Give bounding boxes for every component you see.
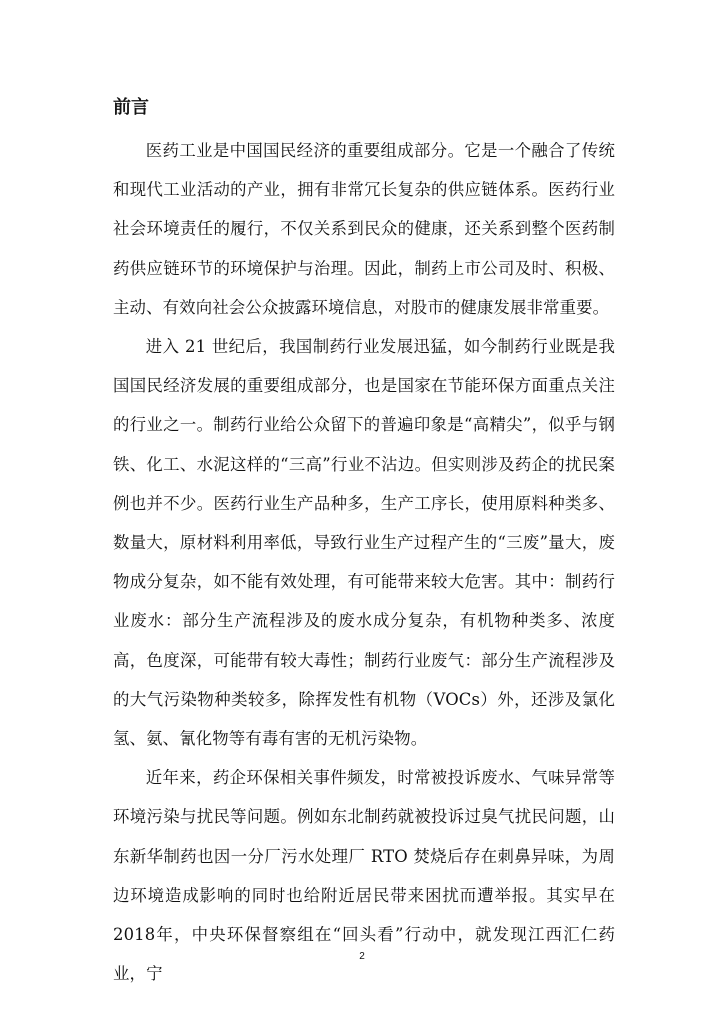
paragraph: 进入 21 世纪后，我国制药行业发展迅猛，如今制药行业既是我国国民经济发展的重要组成部分，也是国家在节能环保方面重点关注的行业之一。制药行业给公众留下的普遍印象是“高精尖”，似乎与钢铁、化工、水泥这样的“三高”行业不沾边。但实则涉及药企的扰民案例也并不少。医药行业生产品种多，生产工序长，使用原料种类多、数量大，原材料利用率低，导致行业生产过程产生的“三废”量大，废物成分复杂，如不能有效处理，有可能带来较大危害。其中：制药行业废水：部分生产流程涉及的废水成分复杂，有机物种类多、浓度高，色度深，可能带有较大毒性；制药行业废气：部分生产流程涉及的大气污染物种类较多，除挥发性有机物（VOCs）外，还涉及氯化氢、氨、氰化物等有毒有害的无机污染物。 (113, 337, 615, 749)
body-text (113, 131, 615, 993)
page-number: 2 (359, 951, 365, 962)
section-heading: 前言 (113, 97, 149, 118)
paragraph: 近年来，药企环保相关事件频发，时常被投诉废水、气味异常等环境污染与扰民等问题。例如东北制药就被投诉过臭气扰民问题，山东新华制药也因一分厂污水处理厂 RTO 焚烧后存在刺鼻异味，为周边环境造成影响的同时也给附近居民带来困扰而遭举报。其实早在2018年，中央环保督察组在“回头看”行动中，就发现江西汇仁药业，宁 (113, 768, 615, 984)
paragraph: 医药工业是中国国民经济的重要组成部分。它是一个融合了传统和现代工业活动的产业，拥有非常冗长复杂的供应链体系。医药行业社会环境责任的履行，不仅关系到民众的健康，还关系到整个医药制药供应链环节的环境保护与治理。因此，制药上市公司及时、积极、主动、有效向社会公众披露环境信息，对股市的健康发展非常重要。 (113, 141, 615, 317)
